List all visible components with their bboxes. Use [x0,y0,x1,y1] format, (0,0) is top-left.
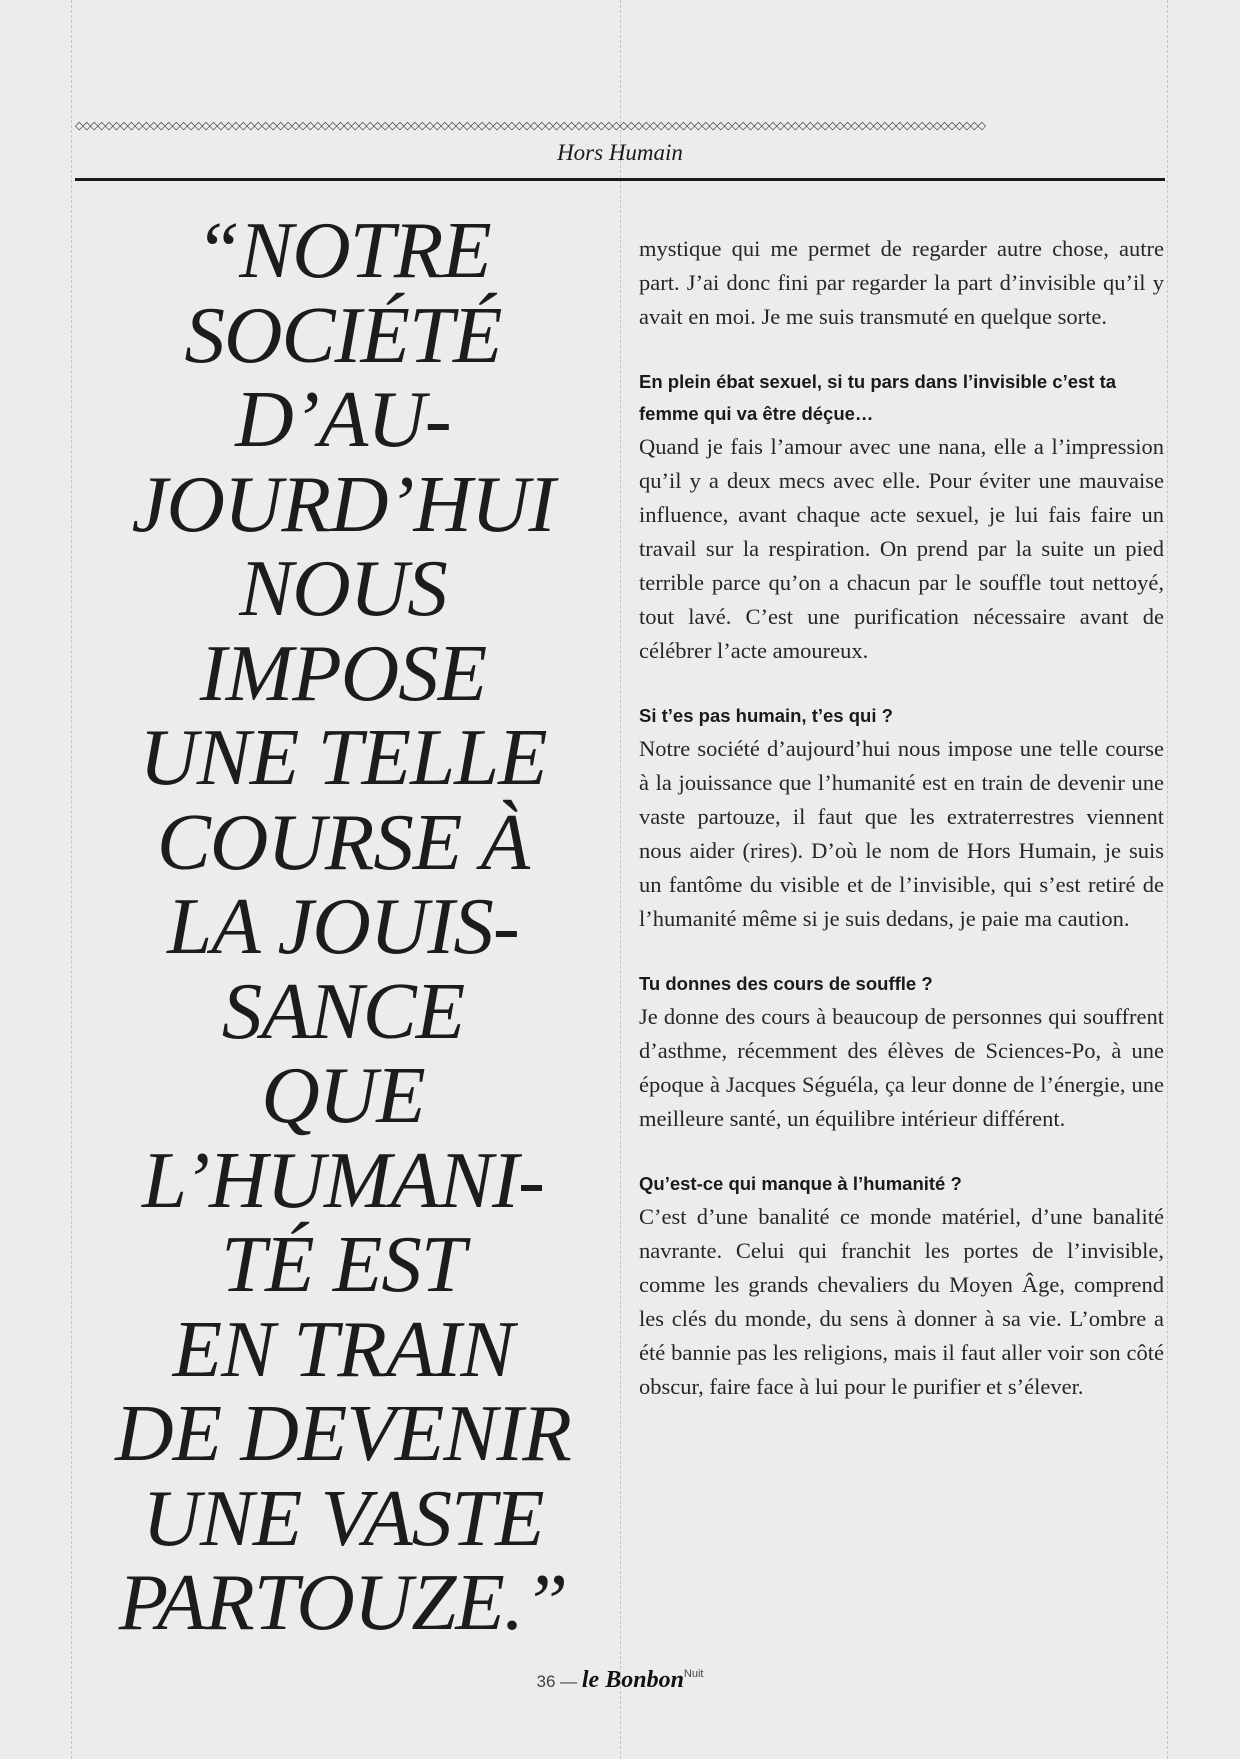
pull-quote-line: D’AU- [235,374,451,464]
interview-question: Qu’est-ce qui manque à l’humanité ? [639,1173,962,1194]
footer-separator: — [560,1672,578,1691]
pull-quote-line: L’HUMANI- [142,1134,544,1225]
interview-answer: Notre société d’aujourd’hui nous impose une telle course à la jouissance que l’humanité est en train de devenir une vaste partouze, il faut que les extraterrestres viennent nous aider (rires). D’où le nom de Hors Humain, je suis un fantôme du visible et de l’invisible, qui s’est retiré de l’humanité même si je suis dedans, je paie ma caution. [639,736,1164,931]
interview-answer: C’est d’une banalité ce monde matériel, d’une banalité navrante. Celui qui franchit les portes de l’invisible, comme les grands chevaliers du Moyen Âge, comprend les clés du monde, du sens à donner à sa vie. L’ombre a été bannie pas les religions, mais il faut aller voir son côté obscur, faire face à lui pour le purifier et s’élever. [639,1204,1164,1399]
header-ornament-rule: ◇◇◇◇◇◇◇◇◇◇◇◇◇◇◇◇◇◇◇◇◇◇◇◇◇◇◇◇◇◇◇◇◇◇◇◇◇◇◇◇◇◇◇◇◇◇◇◇◇◇◇◇◇◇◇◇◇◇◇◇◇◇◇◇◇◇◇◇◇◇◇◇◇◇◇◇◇◇◇◇◇◇◇◇◇◇◇◇◇◇◇◇◇◇◇◇◇◇◇◇◇◇◇◇◇◇◇◇◇◇◇◇◇◇◇◇◇◇◇◇◇◇ [75,121,986,131]
fold-guide-right [1167,0,1168,1759]
pull-quote-line: COURSE À [156,796,530,887]
article-intro: mystique qui me permet de regarder autre chose, autre part. J’ai donc fini par regarder la part d’invisible qu’il y avait en moi. Je me suis transmuté en quelque sorte. [639,236,1164,329]
interview-question: Tu donnes des cours de souffle ? [639,973,933,994]
pull-quote-line: UNE TELLE [139,712,547,802]
pull-quote-line: QUE [261,1050,425,1140]
pull-quote-line: DE DEVENIR [115,1388,571,1478]
brand-logo: le Bonbon [581,1667,684,1693]
interview-question: En plein ébat sexuel, si tu pars dans l’invisible c’est ta femme qui va être déçue… [639,371,1117,424]
header-divider [75,178,1165,181]
brand-suffix: Nuit [683,1668,704,1680]
pull-quote-line: SANCE [221,965,465,1056]
pull-quote-line: IMPOSE [199,627,487,718]
pull-quote [66,205,620,1647]
pull-quote-line: EN TRAIN [172,1303,514,1394]
pull-quote-line: “NOTRE [195,205,491,295]
interview-answer: Quand je fais l’amour avec une nana, elle a l’impression qu’il y a deux mecs avec elle. Pour éviter une mauvaise influence, avant chaque acte sexuel, je lui fais faire un travail sur la respiration. On prend par la suite un pied terrible parce qu’on a chacun par le souffle tout nettoyé, tout lavé. C’est une purification nécessaire avant de célébrer l’acte amoureux. [639,434,1164,663]
section-title: Hors Humain [557,140,683,165]
pull-quote-line: LA JOUIS- [167,881,519,971]
pull-quote-line: UNE VASTE [142,1472,544,1563]
pull-quote-line: SOCIÉTÉ [184,289,502,380]
page-number: 36 [536,1672,556,1691]
pull-quote-line: JOURD’HUI [131,458,555,549]
pull-quote-line: TÉ EST [221,1219,465,1309]
interview-answer: Je donne des cours à beaucoup de personnes qui souffrent d’asthme, récemment des élèves de Sciences-Po, à une époque à Jacques Séguéla, ça leur donne de l’énergie, une meilleure santé, un équilibre intérieur différent. [639,1004,1164,1131]
article-column [639,232,1164,1404]
page-footer [0,1662,1240,1694]
pull-quote-line: NOUS [239,543,447,633]
pull-quote-line: PARTOUZE.” [118,1557,568,1647]
interview-question: Si t’es pas humain, t’es qui ? [639,705,893,726]
fold-guide-center [620,0,621,1759]
